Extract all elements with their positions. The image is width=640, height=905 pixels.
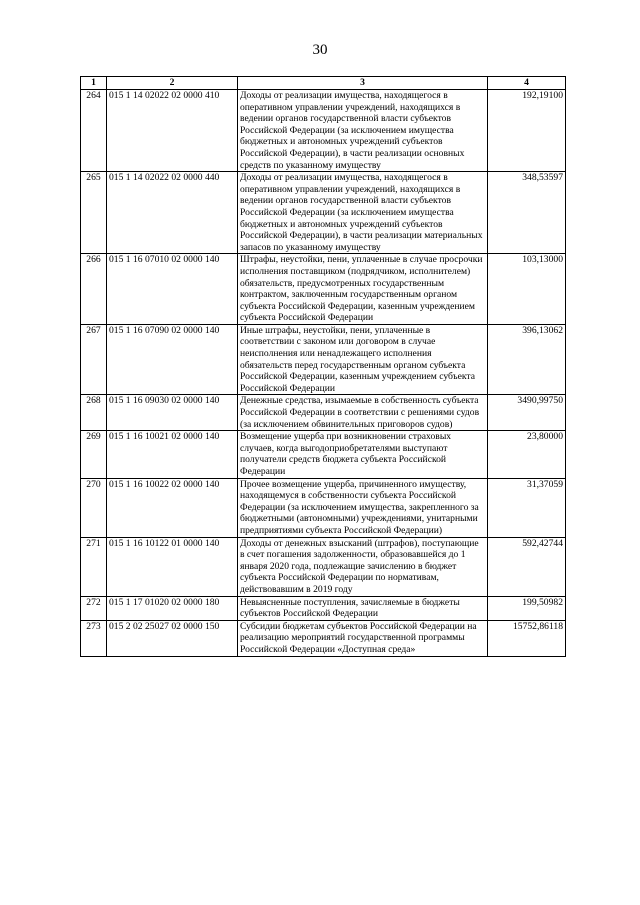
row-number: 265 <box>81 172 107 254</box>
table-row <box>81 431 566 478</box>
table-row <box>81 620 566 656</box>
budget-code: 015 1 16 09030 02 0000 140 <box>107 395 238 431</box>
revenue-amount: 199,50982 <box>488 596 566 620</box>
budget-code: 015 1 14 02022 02 0000 440 <box>107 172 238 254</box>
row-number: 273 <box>81 620 107 656</box>
column-header-3: 3 <box>238 77 488 90</box>
column-header-2: 2 <box>107 77 238 90</box>
row-number: 270 <box>81 478 107 537</box>
revenue-description: Доходы от реализации имущества, находящегося в оперативном управлении учреждений, находящихся в ведении органов государственной власти субъектов Российской Федерации (за исключением имущества бюджетных и автономных учреждений субъектов Российской Федерации), в части реализации материальных запасов по указанному имуществу <box>238 172 488 254</box>
revenue-amount: 396,13062 <box>488 324 566 395</box>
page-number: 30 <box>312 42 328 58</box>
column-header-1: 1 <box>81 77 107 90</box>
revenue-description: Возмещение ущерба при возникновении страховых случаев, когда выгодоприобретателями выступают получатели средств бюджета субъекта Российской Федерации <box>238 431 488 478</box>
revenue-amount: 15752,86118 <box>488 620 566 656</box>
revenue-description: Прочее возмещение ущерба, причиненного имуществу, находящемуся в собственности субъекта Российской Федерации (за исключением имущества, закрепленного за бюджетными (автономными) учреждениями, унитарными предприятиями субъекта Российской Федерации) <box>238 478 488 537</box>
revenue-description: Штрафы, неустойки, пени, уплаченные в случае просрочки исполнения поставщиком (подрядчиком, исполнителем) обязательств, предусмотренных государственным контрактом, заключенным государственным органом субъекта Российской Федерации, казенным учреждением субъекта Российской Федерации <box>238 254 488 325</box>
budget-code: 015 1 16 07090 02 0000 140 <box>107 324 238 395</box>
row-number: 267 <box>81 324 107 395</box>
row-number: 269 <box>81 431 107 478</box>
budget-code: 015 1 16 10021 02 0000 140 <box>107 431 238 478</box>
revenue-amount: 31,37059 <box>488 478 566 537</box>
revenue-description: Невыясненные поступления, зачисляемые в бюджеты субъектов Российской Федерации <box>238 596 488 620</box>
row-number: 268 <box>81 395 107 431</box>
table-row <box>81 254 566 325</box>
budget-code: 015 1 16 10122 01 0000 140 <box>107 537 238 596</box>
row-number: 266 <box>81 254 107 325</box>
table-header <box>81 77 566 90</box>
row-number: 264 <box>81 90 107 172</box>
table-row <box>81 478 566 537</box>
column-header-4: 4 <box>488 77 566 90</box>
revenue-description: Доходы от реализации имущества, находящегося в оперативном управлении учреждений, находящихся в ведении органов государственной власти субъектов Российской Федерации (за исключением имущества бюджетных и автономных учреждений субъектов Российской Федерации), в части реализации основных средств по указанному имуществу <box>238 90 488 172</box>
table-row <box>81 172 566 254</box>
revenue-amount: 103,13000 <box>488 254 566 325</box>
budget-code: 015 2 02 25027 02 0000 150 <box>107 620 238 656</box>
revenue-description: Доходы от денежных взысканий (штрафов), поступающие в счет погашения задолженности, образовавшейся до 1 января 2020 года, подлежащие зачислению в бюджет субъекта Российской Федерации по нормативам, действовавшим в 2019 году <box>238 537 488 596</box>
table-row <box>81 395 566 431</box>
revenue-description: Денежные средства, изымаемые в собственность субъекта Российской Федерации в соответствии с решениями судов (за исключением обвинительных приговоров судов) <box>238 395 488 431</box>
revenue-amount: 592,42744 <box>488 537 566 596</box>
budget-code: 015 1 17 01020 02 0000 180 <box>107 596 238 620</box>
budget-code: 015 1 14 02022 02 0000 410 <box>107 90 238 172</box>
revenue-amount: 3490,99750 <box>488 395 566 431</box>
table-body <box>81 90 566 657</box>
revenue-amount: 348,53597 <box>488 172 566 254</box>
revenue-description: Иные штрафы, неустойки, пени, уплаченные в соответствии с законом или договором в случае неисполнения или ненадлежащего исполнения обязательств перед государственным органом субъекта Российской Федерации, казенным учреждением субъекта Российской Федерации <box>238 324 488 395</box>
row-number: 272 <box>81 596 107 620</box>
table-row <box>81 324 566 395</box>
table-row <box>81 596 566 620</box>
table-row <box>81 90 566 172</box>
table-row <box>81 537 566 596</box>
row-number: 271 <box>81 537 107 596</box>
budget-code: 015 1 16 10022 02 0000 140 <box>107 478 238 537</box>
budget-code: 015 1 16 07010 02 0000 140 <box>107 254 238 325</box>
revenue-description: Субсидии бюджетам субъектов Российской Федерации на реализацию мероприятий государственной программы Российской Федерации «Доступная среда» <box>238 620 488 656</box>
header-row <box>81 77 566 90</box>
revenue-amount: 23,80000 <box>488 431 566 478</box>
revenue-amount: 192,19100 <box>488 90 566 172</box>
budget-revenue-table <box>80 76 566 657</box>
